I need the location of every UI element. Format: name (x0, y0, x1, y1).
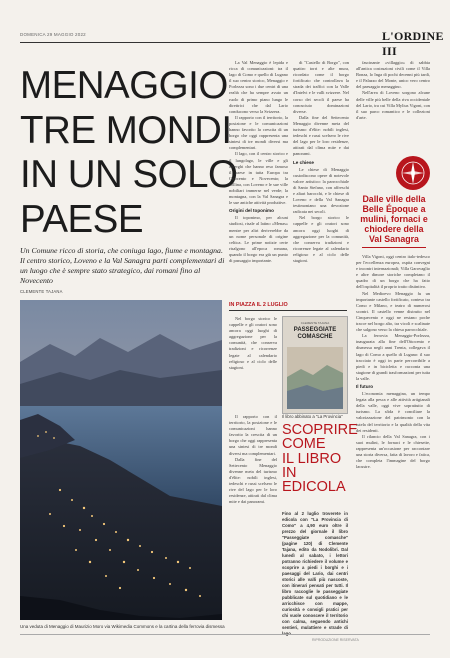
body-paragraph: Nel borgo storico le cappelle e gli oratori sono ancora oggi luoghi di aggregazione per la comunità, che conserva tradizioni e ricorrenze legate al calendario religioso e al ciclo delle stagioni. (229, 316, 277, 370)
book-headline-line-2: COME (282, 436, 326, 453)
masthead (382, 29, 450, 59)
body-paragraph: L'economia menaggina, un tempo legata alla pesca e alle attività artigianali della valle, oggi vive soprattutto di turismo. La sfida è conciliare la valorizzazione del patrimonio con la tutela del territorio e la qualità della vita dei residenti. (356, 391, 430, 433)
body-paragraph: fascinante «villaggio» di sabbia all'antica costruzioni civili come il Villa Bonza, lo Inga di pochi decenni più tardi, e il Palazzo del Monte, unico vero centro del paesaggio menaggino. (356, 60, 430, 90)
section-subhead: Origini del toponimo (229, 208, 274, 214)
body-column-1 (229, 60, 288, 294)
book-promo-body: Fino al 2 luglio troverete in edicola con "La Provincia di Como" a 4,90 euro oltre il prezzo del giornale il libro "Passeggiate comasche" (pagine 120) di Clemente Tajana, edito da Nodolibri. Dal lunedì al sabato, i lettori potranno richiedere il volume e scoprire a piedi i borghi e i paesaggi del Lario, dai centri storici alle valli più nascoste, con itinerari pensati per tutti. Il libro raccoglie le passeggiate pubblicate sul quotidiano e le arricchisce con mappe, curiosità e consigli pratici per chi vuole conoscere il territorio con calma, seguendo antichi sentieri, mulattiere e strade di lago. (282, 511, 348, 636)
title-line-3: IN UN SOLO (20, 153, 238, 196)
pull-quote: Dalle ville della Belle Époque a mulini, fornaci e chiodere della Val Sanagra (360, 194, 428, 244)
body-paragraph: Nel borgo storico le cappelle e gli oratori sono ancora oggi luoghi di aggregazione per la comunità, che conserva tradizioni e ricorrenze legate al calendario religioso e al ciclo delle stagioni. (293, 215, 349, 263)
article-title (20, 64, 238, 242)
compass-rose-icon (396, 156, 430, 190)
body-paragraph: Dalla fine del Settecento Menaggio divenne meta del turismo d'élite: nobili inglesi, tedeschi e russi scelsero le rive del lago per le loro residenze, attirati dal clima mite e dai panorami. (229, 456, 277, 505)
book-cover-title: PASSEGGIATE COMASCHE (293, 327, 337, 340)
book-cover-author: CLEMENTE TAJANA (300, 321, 330, 325)
book-cover (282, 316, 348, 414)
compass-rose-glyph (396, 156, 430, 190)
book-headline-line-1: SCOPRIRE (282, 422, 358, 438)
footer-rule (20, 634, 430, 635)
book-headline-line-4: IN EDICOLA (282, 464, 346, 496)
body-paragraph: Nel Medioevo Menaggio fu un importante castello fortificato, conteso tra Como e Milano, e teatro di numerosi scontri. Il castello venne distrutto nel Cinquecento e oggi ne restano poche tracce nel borgo alto, tra vicoli e scalinate che salgono verso la chiesa parrocchiale. (356, 290, 430, 333)
title-line-2: TRE MONDI (20, 108, 232, 152)
book-headline-line-3: IL LIBRO (282, 450, 342, 467)
title-line-4: PAESE (20, 197, 144, 241)
footer-note: RIPRODUZIONE RISERVATA (312, 638, 359, 642)
article-byline: CLEMENTE TAJANA (20, 289, 63, 294)
issue-date: DOMENICA 29 MAGGIO 2022 (20, 32, 86, 37)
title-line-1: MENAGGIO (20, 64, 228, 107)
body-paragraph: Villa Vigoni, oggi centro italo-tedesco per l'eccellenza europea, ospita convegni e incontri internazionali; Villa Garovaglio e altre dimore storiche completano il quadro di un borgo che ha fatto dell'ospitalità il proprio tratto distintivo. (356, 254, 430, 290)
book-promo-side-column-2 (229, 414, 277, 628)
book-cover-illustration (287, 347, 343, 409)
book-promo-rule (229, 310, 347, 311)
body-paragraph: Il rapporto con il territorio, la posizione e le comunicazioni hanno favorito la crescita di un borgo che oggi rappresenta una sintesi di tre mondi diversi ma complementari. (229, 114, 288, 151)
body-column-3-top (356, 60, 430, 152)
pull-quote-rule (362, 247, 426, 251)
header-rule (20, 42, 430, 43)
body-paragraph: Le chiese di Menaggio custodiscono opere di notevole valore artistico: la parrocchiale di Santo Stefano, con affreschi e altari barocchi, e le chiese di Loveno e della Val Sanagra testimoniano una devozione radicata nei secoli. (293, 166, 349, 215)
book-promo-label: IN PIAZZA IL 2 LUGLIO (229, 302, 288, 308)
body-paragraph: Il toponimo, per alcuni studiosi, risale al latino «Menas» mentre per altri deriverebbe da un nome personale di origine celtica. Le prime notizie certe risalgono all'epoca romana, quando il borgo era già un punto di passaggio importante. (229, 215, 288, 263)
masthead-mark: III (382, 44, 397, 58)
lake-photo-illustration (20, 300, 222, 620)
masthead-name: L'ORDINE (382, 29, 444, 43)
photo-caption: Una veduta di Menaggio di Maurizio Moro via Wikimedia Commons e la cartina della ferrovia dismessa (20, 624, 225, 629)
body-paragraph: Dalla fine del Settecento Menaggio divenne meta del turismo d'élite: nobili inglesi, tedeschi e russi scelsero le rive del lago per le loro residenze, attirati dal clima mite e dai panorami. (293, 114, 349, 157)
article-standfirst: Un Comune ricco di storia, che coniuga lago, fiume e montagna. Il centro storico, Loveno e la Val Sanagra parti complementari di un luogo che è sempre stato strategico, dai romani fino al Novecento (20, 246, 225, 286)
body-column-3-bottom (356, 254, 430, 628)
section-subhead: Le chiese (293, 159, 314, 165)
body-paragraph: Il rilancio della Val Sanagra, con i suoi mulini, le fornaci e le chiesette, rappresenta un'occasione per raccontare una storia diversa, fatta di lavoro e fatica, che completa l'immagine del borgo lacustre. (356, 433, 430, 470)
section-subhead: Il futuro (356, 383, 374, 389)
body-paragraph: Il rapporto con il territorio, la posizione e le comunicazioni hanno favorito la crescita di un borgo che oggi rappresenta una sintesi di tre mondi diversi ma complementari. (229, 414, 277, 456)
lake-photo (20, 300, 222, 620)
book-promo-side-column (229, 316, 277, 412)
body-paragraph: La ferrovia Menaggio-Porlezza, inaugurata alla fine dell'Ottocento e dismessa negli anni Trenta, collegava il lago di Como a quello di Lugano: il suo tracciato è oggi in parte percorribile a piedi e in bicicletta e racconta una stagione di grandi trasformazioni per tutta la valle. (356, 333, 430, 381)
body-paragraph: Nell'area di Loveno sorgono alcune delle ville più belle della riva occidentale del Lario, tra cui Villa Mylius Vigoni, con il suo parco romantico e le collezioni d'arte. (356, 90, 430, 120)
book-cover-caption: Il libro abbinato a "La Provincia" (282, 414, 343, 419)
body-paragraph: Il lago, con il centro storico e il lungolago, le ville e gli alberghi che hanno reso famoso il paese in tutta Europa tra Ottocento e Novecento; la collina, con Loveno e le sue ville nobiliari immerse nel verde; la montagna, con la Val Sanagra e le sue antiche attività produttive. (229, 151, 288, 206)
body-column-2 (293, 60, 349, 296)
body-paragraph: di "Castello di Borgo", con quattro torri e alte mura, ricordato come il borgo fortificato che controllava la strada dei traffici con la Valle d'Intelvi e le valli svizzere. Nel corso dei secoli il paese ha conosciuto dominazioni diverse. (293, 60, 349, 114)
body-paragraph: La Val Menaggio è lepida e ricca di comunicazioni: tra il lago di Como e quello di Lugano il suo centro storico, Menaggio e Porlezza sono i due centri di una realtà che ha sempre avuto un ruolo di primo piano lungo le direttrici che dal Lario conducono verso la Svizzera. (229, 60, 288, 114)
book-promo-headline (282, 422, 358, 496)
